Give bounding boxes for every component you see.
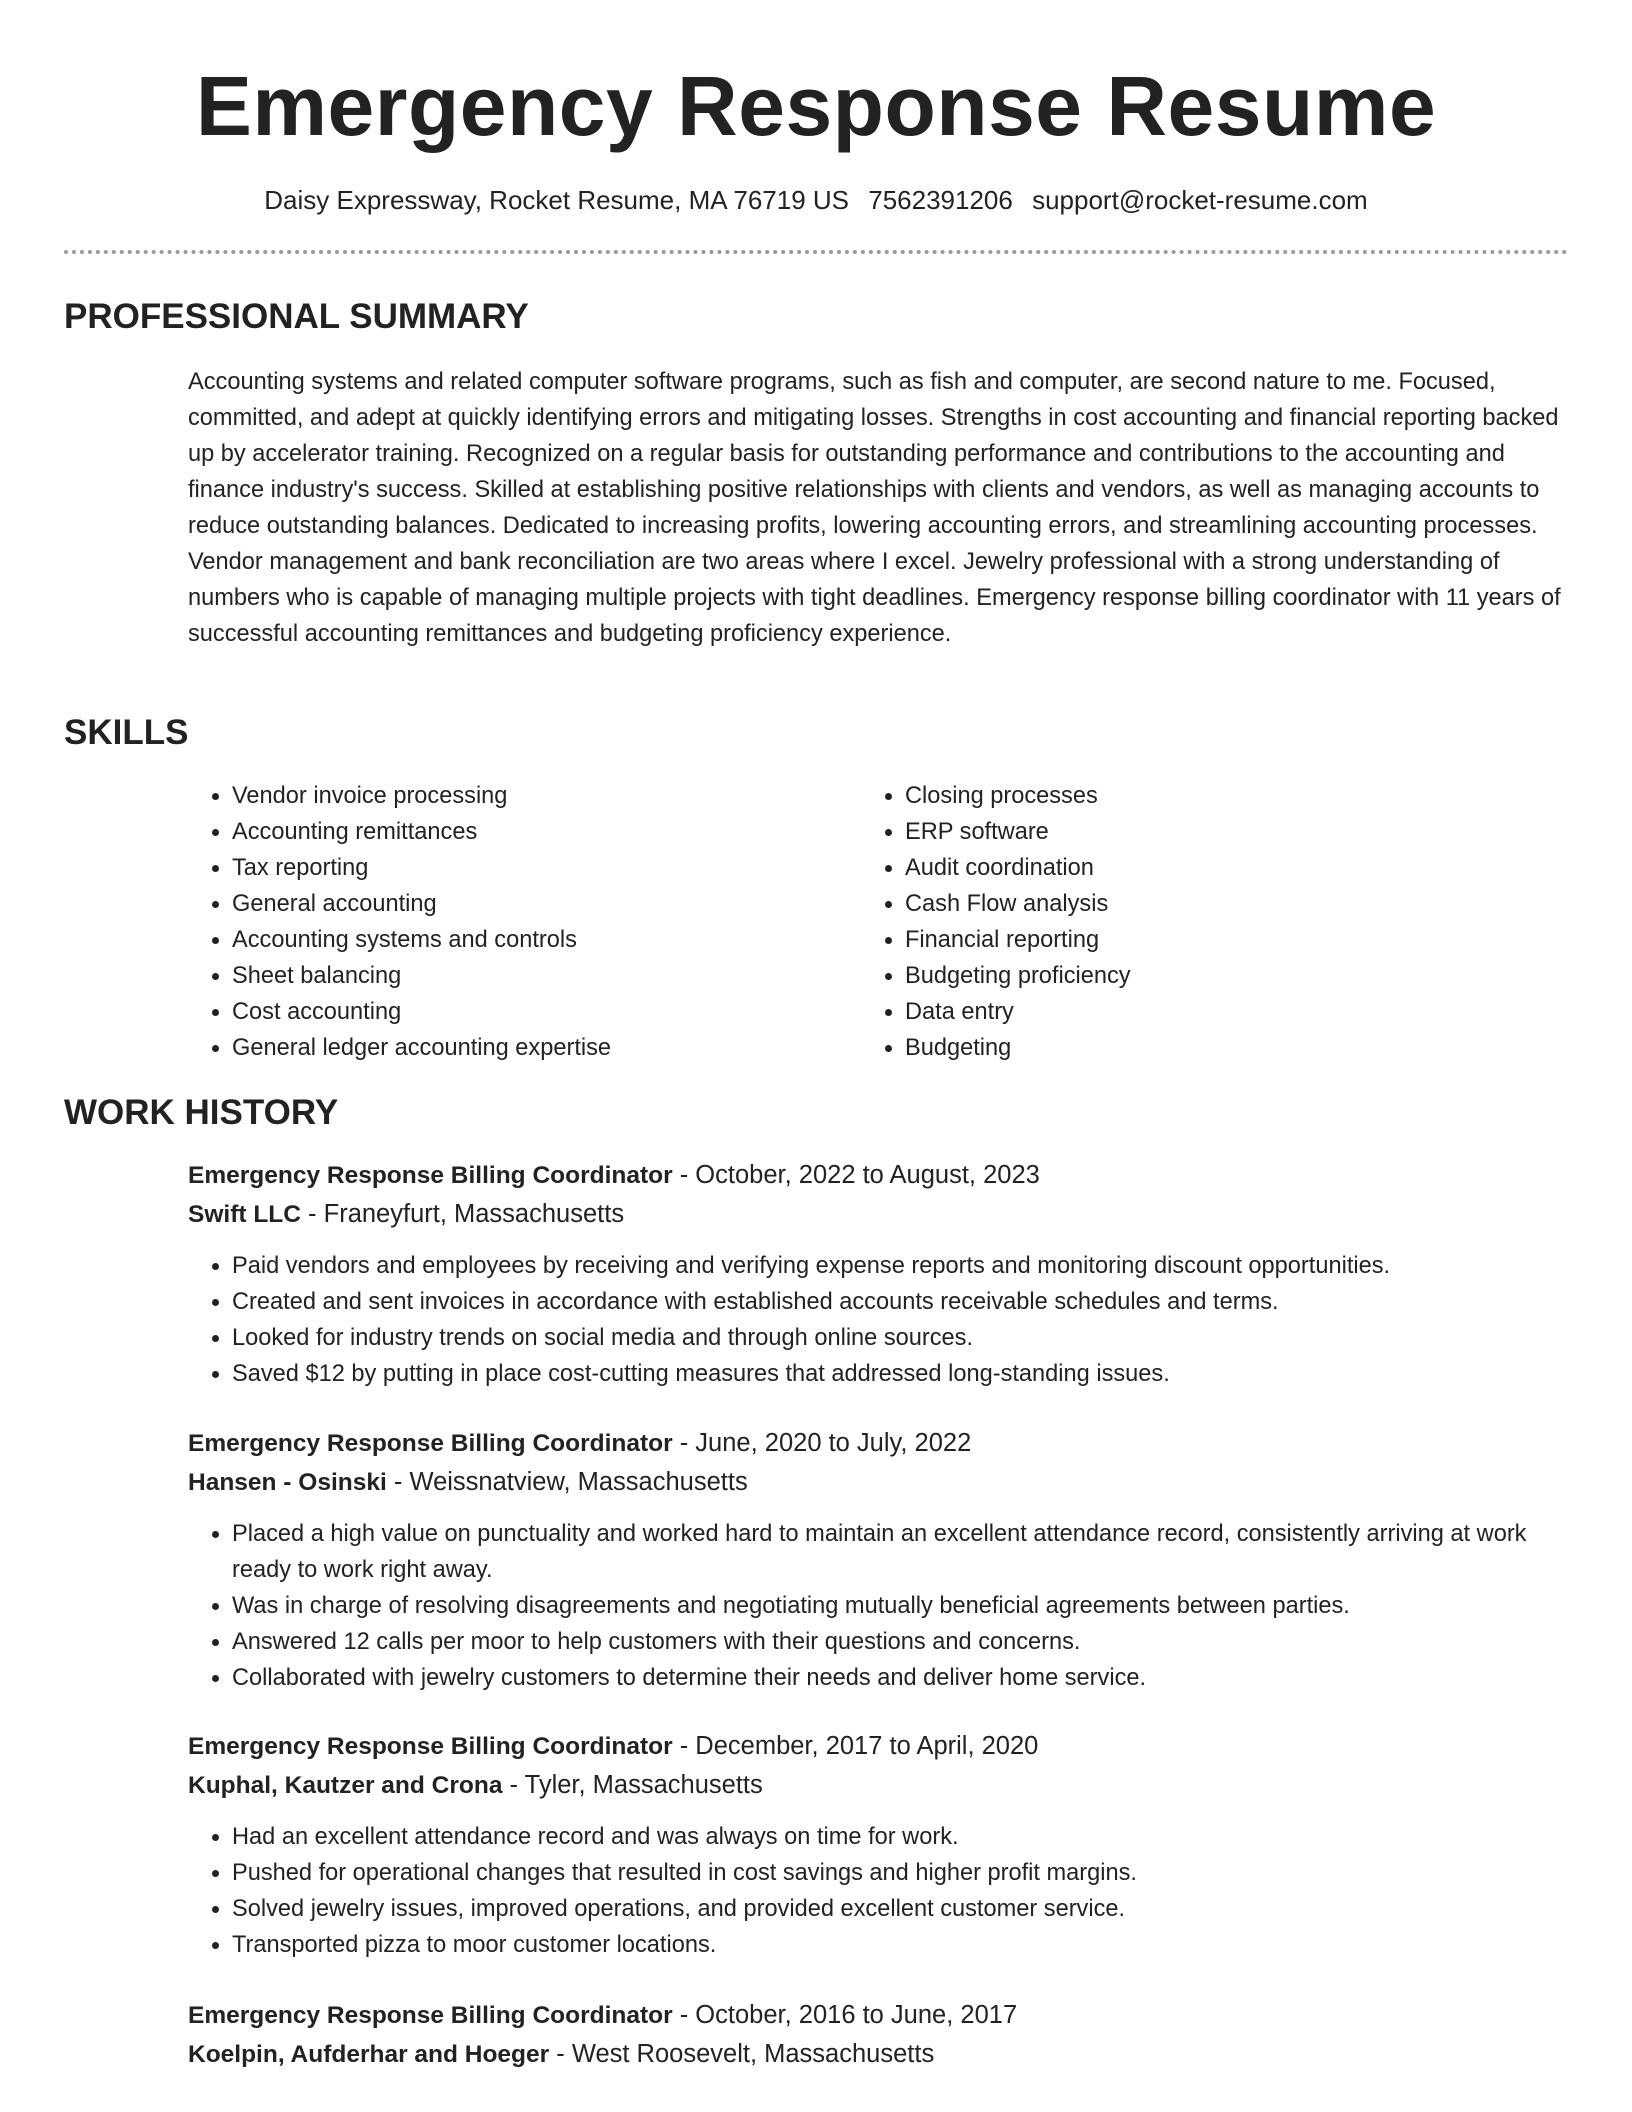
skills-list-left [188,778,611,1066]
skill-item: • Tax reporting [232,850,611,886]
job-bullet: • Solved jewelry issues, improved operations, and provided excellent customer service. [232,1891,1566,1927]
job-bullets [188,1819,1566,1963]
skill-item: • ERP software [905,814,1131,850]
job-location: - Tyler, Massachusetts [502,1771,763,1799]
job-bullets [188,1516,1566,1696]
job-bullet: • Collaborated with jewelry customers to determine their needs and deliver home service. [232,1660,1566,1696]
email-text: support@rocket-resume.com [1032,185,1368,215]
section-title-skills: SKILLS [64,713,189,752]
job-company-line [188,1463,1566,1502]
job-entry [188,1996,1566,2088]
job-title: Emergency Response Billing Coordinator [188,1162,673,1189]
job-bullet: • Transported pizza to moor customer locations. [232,1927,1566,1963]
job-bullet: • Answered 12 calls per moor to help customers with their questions and concerns. [232,1624,1566,1660]
job-location: - Weissnatview, Massachusetts [386,1468,748,1496]
summary-text: Accounting systems and related computer software programs, such as fish and computer, are second nature to me. Focused, committed, and adept at quickly identifying errors and mitigating losses. Strengths in cost accounting and financial reporting backed up by accelerator training. Recognized on a regular basis for outstanding performance and contributions to the accounting and finance industry's success. Skilled at establishing positive relationships with clients and vendors, as well as managing accounts to reduce outstanding balances. Dedicated to increasing profits, lowering accounting errors, and streamlining accounting processes. Vendor management and bank reconciliation are two areas where I excel. Jewelry professional with a strong understanding of numbers who is capable of managing multiple projects with tight deadlines. Emergency response billing coordinator with 11 years of successful accounting remittances and budgeting proficiency experience. [188,369,1561,647]
skill-item: • Vendor invoice processing [232,778,611,814]
job-company: Swift LLC [188,1201,301,1228]
job-bullet: • Paid vendors and employees by receiving and verifying expense reports and monitoring discount opportunities. [232,1248,1566,1284]
skill-item: • Sheet balancing [232,958,611,994]
skill-item: • Audit coordination [905,850,1131,886]
skill-item: • Accounting remittances [232,814,611,850]
job-company-line [188,1766,1566,1805]
job-bullet: • Saved $12 by putting in place cost-cutting measures that addressed long-standing issues. [232,1356,1566,1392]
job-company-line [188,1195,1566,1234]
skills-list-right [861,778,1131,1066]
job-bullet: • Created and sent invoices in accordance with established accounts receivable schedules and terms. [232,1284,1566,1320]
job-dates: - October, 2016 to June, 2017 [672,2001,1018,2029]
job-bullet: • Placed a high value on punctuality and worked hard to maintain an excellent attendance record, consistently arriving at work ready to work right away. [232,1516,1566,1588]
job-dates: - October, 2022 to August, 2023 [672,1161,1040,1189]
skill-item: • Cash Flow analysis [905,886,1131,922]
skill-item: • Closing processes [905,778,1131,814]
job-entry [188,1727,1566,1963]
header-divider [64,250,1568,254]
skill-item: • General ledger accounting expertise [232,1030,611,1066]
job-location: - West Roosevelt, Massachusetts [549,2040,935,2068]
skill-item: • Data entry [905,994,1131,1030]
job-company: Koelpin, Aufderhar and Hoeger [188,2041,550,2068]
job-dates: - December, 2017 to April, 2020 [672,1732,1039,1760]
job-bullets [188,1248,1566,1392]
skill-item: • General accounting [232,886,611,922]
job-company: Kuphal, Kautzer and Crona [188,1772,503,1799]
job-bullet: • Pushed for operational changes that resulted in cost savings and higher profit margins. [232,1855,1566,1891]
job-dates: - June, 2020 to July, 2022 [672,1429,972,1457]
skill-item: • Financial reporting [905,922,1131,958]
job-entry [188,1156,1566,1392]
job-company-line [188,2035,1566,2074]
job-bullet: • Had an excellent attendance record and was always on time for work. [232,1819,1566,1855]
job-title-line [188,1424,1566,1463]
job-company: Hansen - Osinski [188,1469,387,1496]
job-entry [188,1424,1566,1696]
job-title: Emergency Response Billing Coordinator [188,1430,673,1457]
resume-title: Emergency Response Resume [195,59,1437,153]
job-title-line [188,1156,1566,1195]
skill-item: • Budgeting proficiency [905,958,1131,994]
section-title-work: WORK HISTORY [64,1093,339,1132]
job-title: Emergency Response Billing Coordinator [188,1733,673,1760]
contact-line [0,182,1632,218]
job-title-line [188,1727,1566,1766]
job-title-line [188,1996,1566,2035]
phone-text: 7562391206 [868,185,1013,215]
skill-item: • Cost accounting [232,994,611,1030]
skill-item: • Accounting systems and controls [232,922,611,958]
section-title-summary: PROFESSIONAL SUMMARY [64,297,529,336]
job-bullet: • Was in charge of resolving disagreements and negotiating mutually beneficial agreements between parties. [232,1588,1566,1624]
job-title: Emergency Response Billing Coordinator [188,2002,673,2029]
job-bullet: • Looked for industry trends on social media and through online sources. [232,1320,1566,1356]
job-location: - Franeyfurt, Massachusetts [300,1200,625,1228]
skill-item: • Budgeting [905,1030,1131,1066]
address-text: Daisy Expressway, Rocket Resume, MA 76719 US [264,185,850,215]
